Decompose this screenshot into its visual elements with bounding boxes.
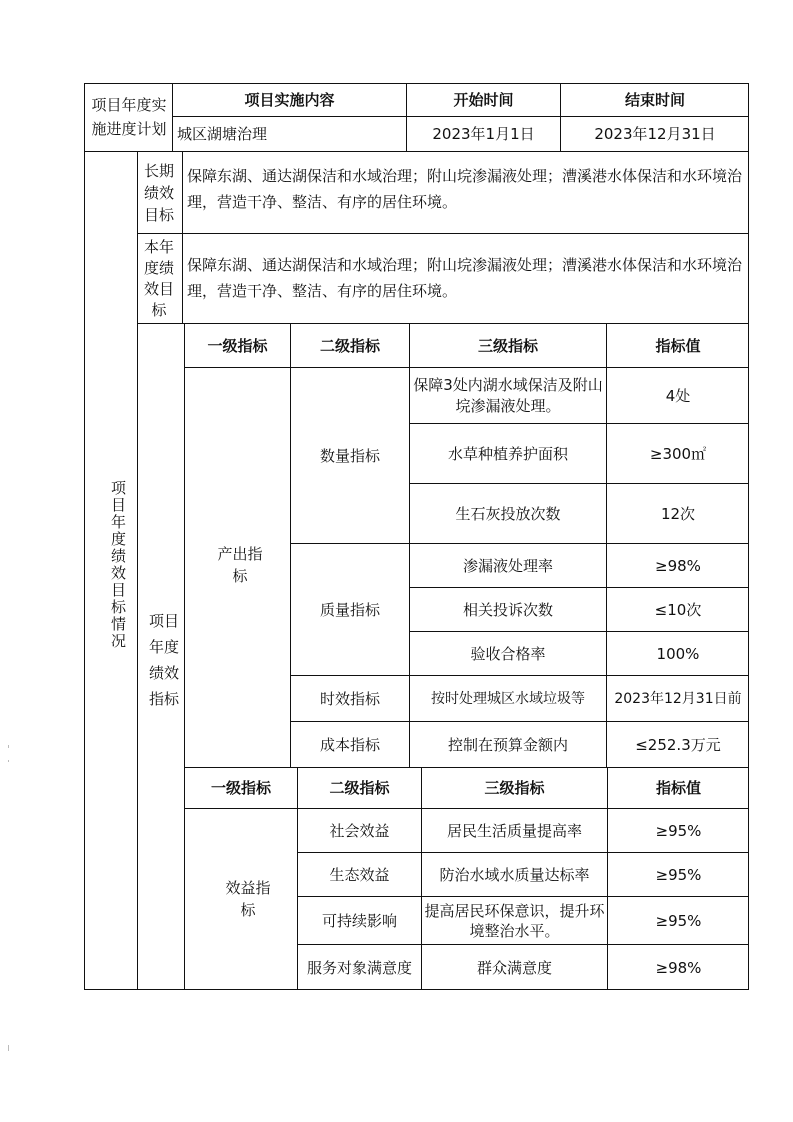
output-row-l3: 保障3处内湖水域保洁及附山垸渗漏液处理。 (413, 375, 603, 415)
output-row-value: ≤10次 (654, 600, 702, 619)
benefit-header-level3: 三级指标 (484, 779, 545, 797)
benefit-header-level1: 一级指标 (210, 779, 271, 797)
benefit-row-l2: 可持续影响 (321, 911, 397, 930)
output-header-level3: 三级指标 (477, 336, 538, 355)
benefit-row-l3: 提高居民环保意识，提升环境整治水平。 (424, 901, 605, 940)
benefit-row-value: ≥95% (655, 911, 702, 930)
goals-section-label: 项目年度绩效目标情况 (109, 480, 127, 650)
end-date: 2023年12月31日 (594, 125, 716, 143)
benefit-indicator-label: 效益指标 (225, 879, 271, 919)
col-header-end: 结束时间 (624, 91, 685, 109)
output-row-value: 2023年12月31日前 (614, 690, 742, 707)
benefit-row-l2: 社会效益 (329, 821, 390, 840)
benefit-header-level2: 二级指标 (329, 779, 390, 797)
benefit-row-l2: 生态效益 (329, 865, 390, 884)
output-row-l3: 按时处理城区水域垃圾等 (431, 690, 585, 707)
benefit-row-l3: 居民生活质量提高率 (446, 821, 582, 840)
col-header-start: 开始时间 (453, 91, 514, 109)
output-row-value: ≥300㎡ (649, 444, 707, 463)
output-row-l3: 相关投诉次数 (462, 600, 553, 619)
benefit-row-value: ≥95% (655, 865, 702, 884)
benefit-row-l3: 群众满意度 (476, 958, 552, 977)
long-term-goal-text: 保障东湖、通达湖保洁和水域治理；附山垸渗漏液处理；漕溪港水体保洁和水环境治理，营造干净、整洁、有序的居住环境。 (187, 167, 743, 211)
benefit-row-value: ≥98% (655, 958, 702, 977)
output-row-l3: 验收合格率 (470, 644, 546, 663)
benefit-header-value: 指标值 (655, 779, 701, 797)
schedule-section-label: 项目年度实施进度计划 (91, 96, 167, 138)
scan-speck (8, 1045, 9, 1051)
output-header-value: 指标值 (655, 336, 701, 355)
scan-speck (8, 760, 9, 762)
output-header-level2: 二级指标 (319, 336, 380, 355)
output-header-level1: 一级指标 (207, 336, 268, 355)
output-row-value: 12次 (660, 504, 696, 523)
output-row-l3: 生石灰投放次数 (455, 504, 561, 523)
annual-goal-text: 保障东湖、通达湖保洁和水域治理；附山垸渗漏液处理；漕溪港水体保洁和水环境治理，营造干净、整洁、有序的居住环境。 (187, 256, 743, 300)
quality-indicator: 质量指标 (319, 600, 380, 619)
output-indicator-label: 产出指标 (217, 545, 263, 585)
long-term-goal-label: 长期绩效目标 (143, 162, 174, 224)
output-row-l3: 渗漏液处理率 (462, 556, 553, 575)
output-row-value: ≤252.3万元 (635, 735, 721, 754)
benefit-row-value: ≥95% (655, 821, 702, 840)
scan-speck (8, 745, 9, 748)
output-row-value: 4处 (665, 386, 691, 405)
output-row-l3: 水草种植养护面积 (447, 444, 568, 463)
benefit-row-l2: 服务对象满意度 (306, 958, 412, 977)
timeliness-indicator: 时效指标 (319, 689, 380, 708)
output-row-value: ≥98% (655, 556, 701, 575)
output-row-value: 100% (656, 644, 700, 663)
project-content: 城区湖塘治理 (177, 125, 268, 143)
cost-indicator: 成本指标 (319, 735, 380, 754)
indicators-section-label: 项目年度绩效指标 (148, 612, 179, 708)
annual-goal-label: 本年度绩效目标 (143, 238, 174, 319)
benefit-row-l3: 防治水域水质量达标率 (439, 865, 590, 884)
output-row-l3: 控制在预算金额内 (447, 735, 568, 754)
start-date: 2023年1月1日 (432, 125, 535, 143)
col-header-content: 项目实施内容 (244, 91, 335, 109)
quantity-indicator: 数量指标 (319, 446, 380, 465)
